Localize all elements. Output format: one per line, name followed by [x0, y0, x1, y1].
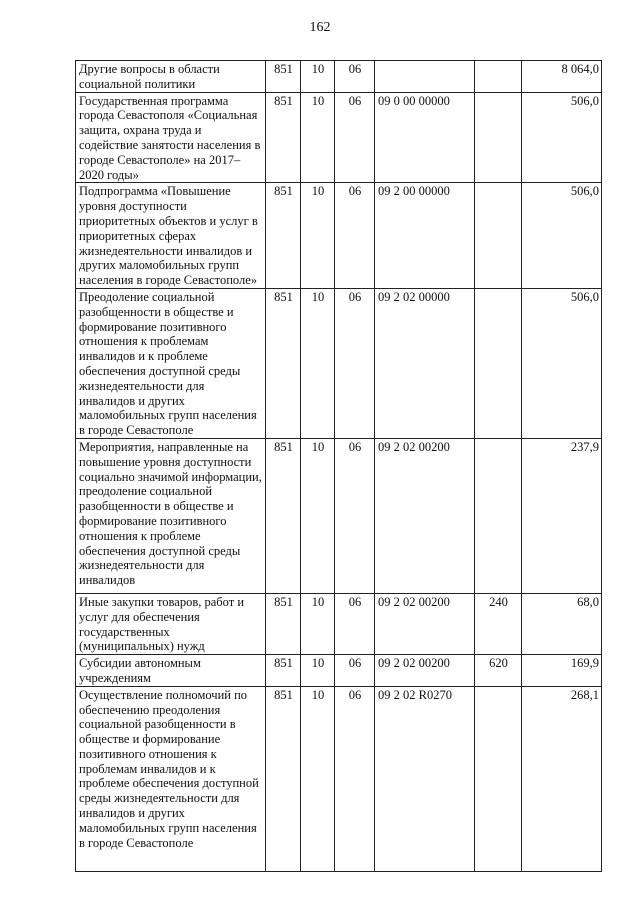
target-article-cell — [375, 61, 475, 93]
table-row — [76, 288, 602, 438]
target-article-cell: 09 0 00 00000 — [375, 92, 475, 183]
row-name-cell: Мероприятия, направленные на повышение уровня доступности социально значимой информации, преодоление социальной разобщенности в обществе и формирование позитивного отношения к проблеме обеспечения доступной среды жизнедеятельности для инвалидов — [76, 438, 266, 593]
ved-code-cell: 851 — [266, 183, 301, 289]
section-code-cell: 10 — [301, 61, 335, 93]
expense-type-cell: 240 — [475, 593, 522, 654]
table-row — [76, 61, 602, 93]
budget-table — [75, 60, 602, 872]
target-article-cell: 09 2 02 00000 — [375, 288, 475, 438]
subsection-code-cell: 06 — [335, 92, 375, 183]
expense-type-cell — [475, 61, 522, 93]
row-name-cell: Государственная программа города Севастополя «Социальная защита, охрана труда и содействие занятости населения в городе Севастополе» на 2017–2020 годы» — [76, 92, 266, 183]
table-row — [76, 438, 602, 593]
table-row — [76, 655, 602, 687]
expense-type-cell: 620 — [475, 655, 522, 687]
section-code-cell: 10 — [301, 438, 335, 593]
table-row — [76, 593, 602, 654]
amount-cell: 506,0 — [522, 92, 602, 183]
row-name-cell: Субсидии автономным учреждениям — [76, 655, 266, 687]
target-article-cell: 09 2 00 00000 — [375, 183, 475, 289]
section-code-cell: 10 — [301, 92, 335, 183]
section-code-cell: 10 — [301, 183, 335, 289]
target-article-cell: 09 2 02 R0270 — [375, 686, 475, 871]
target-article-cell: 09 2 02 00200 — [375, 438, 475, 593]
subsection-code-cell: 06 — [335, 686, 375, 871]
ved-code-cell: 851 — [266, 288, 301, 438]
ved-code-cell: 851 — [266, 655, 301, 687]
ved-code-cell: 851 — [266, 593, 301, 654]
section-code-cell: 10 — [301, 686, 335, 871]
amount-cell: 237,9 — [522, 438, 602, 593]
page-number: 162 — [309, 20, 331, 35]
row-name-cell: Другие вопросы в области социальной политики — [76, 61, 266, 93]
expense-type-cell — [475, 438, 522, 593]
amount-cell: 506,0 — [522, 288, 602, 438]
ved-code-cell: 851 — [266, 92, 301, 183]
subsection-code-cell: 06 — [335, 288, 375, 438]
subsection-code-cell: 06 — [335, 61, 375, 93]
expense-type-cell — [475, 686, 522, 871]
row-name-cell: Преодоление социальной разобщенности в обществе и формирование позитивного отношения к проблемам инвалидов и к проблеме обеспечения доступной среды жизнедеятельности для инвалидов и других маломобильных групп населения в городе Севастополе — [76, 288, 266, 438]
expense-type-cell — [475, 92, 522, 183]
expense-type-cell — [475, 288, 522, 438]
table-row — [76, 183, 602, 289]
ved-code-cell: 851 — [266, 61, 301, 93]
subsection-code-cell: 06 — [335, 183, 375, 289]
subsection-code-cell: 06 — [335, 593, 375, 654]
table-row — [76, 686, 602, 871]
target-article-cell: 09 2 02 00200 — [375, 593, 475, 654]
target-article-cell: 09 2 02 00200 — [375, 655, 475, 687]
amount-cell: 8 064,0 — [522, 61, 602, 93]
amount-cell: 506,0 — [522, 183, 602, 289]
row-name-cell: Иные закупки товаров, работ и услуг для обеспечения государственных (муниципальных) нужд — [76, 593, 266, 654]
table-row — [76, 92, 602, 183]
section-code-cell: 10 — [301, 288, 335, 438]
expense-type-cell — [475, 183, 522, 289]
subsection-code-cell: 06 — [335, 655, 375, 687]
row-name-cell: Осуществление полномочий по обеспечению преодоления социальной разобщенности в обществе и формирование позитивного отношения к проблемам инвалидов и к проблеме обеспечения доступной среды жизнедеятельности для инвалидов и других маломобильных групп населения в городе Севастополе — [76, 686, 266, 871]
row-name-cell: Подпрограмма «Повышение уровня доступности приоритетных объектов и услуг в приоритетных сферах жизнедеятельности инвалидов и других маломобильных групп населения в городе Севастополе» — [76, 183, 266, 289]
section-code-cell: 10 — [301, 655, 335, 687]
subsection-code-cell: 06 — [335, 438, 375, 593]
section-code-cell: 10 — [301, 593, 335, 654]
ved-code-cell: 851 — [266, 686, 301, 871]
ved-code-cell: 851 — [266, 438, 301, 593]
amount-cell: 268,1 — [522, 686, 602, 871]
amount-cell: 169,9 — [522, 655, 602, 687]
amount-cell: 68,0 — [522, 593, 602, 654]
